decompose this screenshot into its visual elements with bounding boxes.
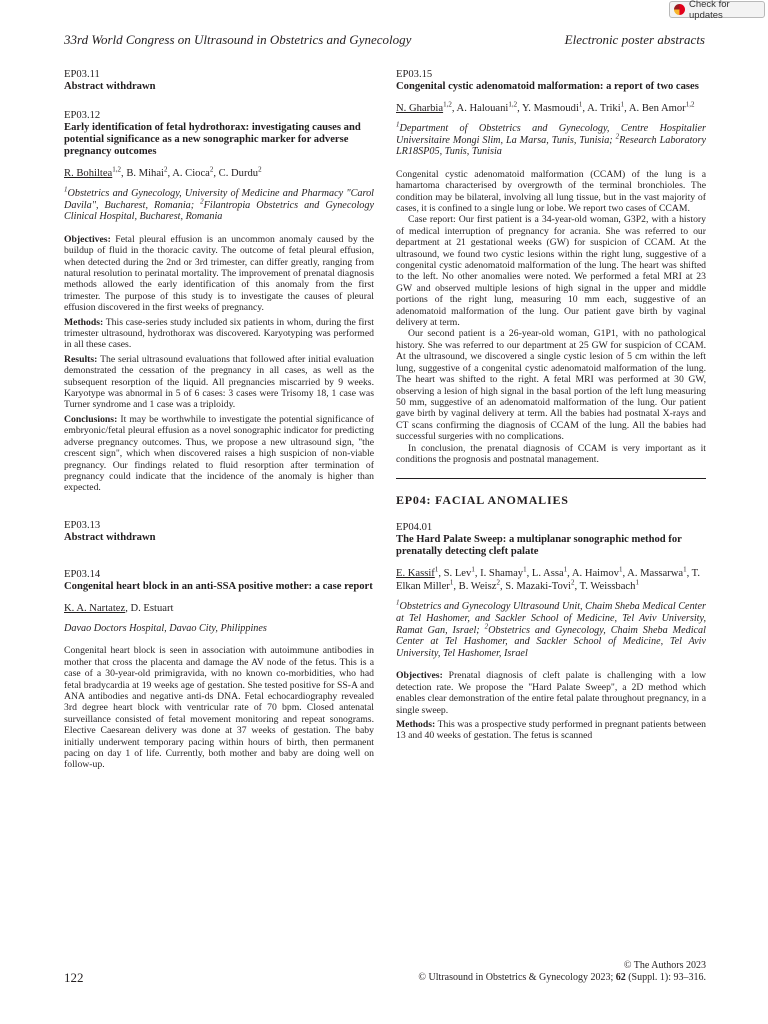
abstract-ep0311 [64, 68, 374, 93]
abstract-code: EP03.15 [396, 69, 433, 80]
affiliations: $^1$Department of Obstetrics and Gynecology, Centre Hospitalier Universitaire Mongi Slim, La Marsa, Tunis, Tunisia; $^2$Research Laboratory LR18SP05, Tunis, Tunisia [396, 120, 706, 158]
abstract-body [64, 645, 374, 770]
author: , D. Estuart [125, 602, 174, 614]
author: , Y. Masmoudi [517, 103, 579, 114]
running-header [64, 32, 705, 48]
author: , A. Triki [582, 103, 621, 114]
section-heading: EP04: FACIAL ANOMALIES [396, 493, 569, 508]
abstract-ep0401 [396, 521, 706, 741]
abstract-title: Abstract withdrawn [64, 531, 156, 543]
section-divider [396, 478, 706, 479]
author: , A. Cioca [167, 168, 210, 179]
authors-copyright: © The Authors 2023 [623, 960, 706, 971]
abstract-body [396, 670, 706, 741]
left-column [64, 68, 374, 784]
abstract-code: EP03.12 [64, 110, 101, 121]
copyright-footer [418, 960, 706, 984]
author-list [64, 602, 374, 615]
abstract-code: EP03.13 [64, 519, 101, 531]
conclusion-paragraph: In conclusion, the prenatal diagnosis of CCAM is very important as it conditions the prognosis and postnatal management. [396, 442, 706, 465]
presenting-author: R. Bohiltea [64, 168, 113, 179]
abstract-title: Congenital heart block in an anti-SSA positive mother: a case report [64, 580, 373, 592]
abstract-body [64, 234, 374, 494]
abstract-title: The Hard Palate Sweep: a multiplanar sonographic method for prenatally detecting cleft palate [396, 534, 682, 558]
crossmark-icon [674, 4, 685, 15]
author: , A. Halouani [451, 103, 509, 114]
section-label: Electronic poster abstracts [564, 32, 705, 47]
author-list: R. Bohiltea$^{1,2}$, B. Mihai$^2$, A. Cioca$^2$, C. Durdu$^2$ [64, 165, 262, 179]
abstract-ep0314 [64, 568, 374, 771]
author-list: E. Kassif$^1$, S. Lev$^1$, I. Shamay$^1$, L. Assa$^1$, A. Haimov$^1$, A. Massarwa$^1$, T. Elkan Miller$^1$, B. Weisz$^2$, S. Mazaki-Tovi$^2$, T. Weissbach$^1$ [396, 565, 701, 593]
abstract-code: EP03.11 [64, 69, 100, 80]
presenting-author: E. Kassif [396, 568, 435, 580]
abstract-title: Congenital cystic adenomatoid malformation: a report of two cases [396, 81, 699, 92]
intro-paragraph: Congenital cystic adenomatoid malformation (CCAM) of the lung is a hamartoma characterised by overgrowth of the terminal bronchioles. The condition may be bilateral, involving all lung tissue, but in the vast majority of cases, it is confined to a single lung or lobe. We report two cases of CCAM. [396, 168, 706, 214]
affiliations: $^1$Obstetrics and Gynecology Ultrasound Unit, Chaim Sheba Medical Center at Tel Hashomer, and Sackler School of Medicine, Tel Aviv University, Ramat Gan, Israel; $^2$Obstetrics and Gynecology, Chaim Sheba Medical Center at Tel Hashomer, and Sackler School of Medicine, Tel Aviv University, Tel Hashomer, Israel [396, 598, 706, 659]
case-one-paragraph: Case report: Our first patient is a 34-year-old woman, G3P2, with a history of medical interruption of pregnancy for acrania. She was referred to our department at 21 gestational weeks (GW) for suspicion of CCAM. At the ultrasound, we found two cystic lesions within the right lung, suggestive of a congenital cystic adenomatoid malformation of the lung. The heart was shifted to the left. No other anomalies were noted. We performed a fetal MRI at 23 GW and observed multiple lesions of high signal in the upper and middle portions of the right lung, measuring 10 mm each, suggestive of an adenomatoid malformation of the lung. Our patient gave birth by vaginal delivery at term. [396, 214, 706, 329]
page-number: 122 [64, 970, 84, 985]
methods-paragraph: Methods: This was a prospective study performed in pregnant patients between 13 and 40 weeks of gestation. The fetus is scanned [396, 718, 706, 742]
author-list: N. Gharbia$^{1,2}$, A. Halouani$^{1,2}$, Y. Masmoudi$^1$, A. Triki$^1$, A. Ben Amor$^{1,2}$ [396, 100, 695, 114]
abstract-title: Abstract withdrawn [64, 81, 156, 92]
abstract-ep0313 [64, 519, 374, 544]
affiliations: Davao Doctors Hospital, Davao City, Philippines [64, 622, 267, 634]
presenting-author: N. Gharbia [396, 103, 444, 114]
author: , B. Mihai [121, 168, 164, 179]
right-column [396, 68, 706, 755]
journal-citation: © Ultrasound in Obstetrics & Gynecology 2023; 62 (Suppl. 1): 93–316. [418, 972, 706, 983]
presenting-author: K. A. Nartatez [64, 602, 126, 614]
methods-paragraph: Methods: This case-series study included six patients in whom, during the first trimester ultrasound, hydrothorax was discovered. Karyotyping was performed in all these cases. [64, 316, 374, 351]
check-for-updates-button[interactable] [669, 0, 765, 21]
objectives-paragraph: Objectives: Prenatal diagnosis of cleft palate is challenging with a low detection rate. We propose the "Hard Palate Sweep", a 2D method which enables clear demonstration of the entire fetal palate throughout pregnancy, in a single sweep. [396, 670, 706, 716]
body-paragraph: Congenital heart block is seen in association with autoimmune antibodies in mother that cross the placenta and damage the AV node of the fetus. This is a case of a 30-year-old primigravida, with no known co-morbidities, who had fetal bradycardia at 19 weeks age of gestation. She tested positive for SS-A and ANA antibodies and negative anti-ds DNA. Fetal echocardiography revealed 3rd degree heart block with ventricular rate of 70 bpm. Closed antenatal surveillance consisted of fetal movement monitoring and repeat sonograms. Elective Caesarean delivery was done at 37 weeks of gestation. The baby initially underwent temporary pacing within hours of birth, then permanent pacing on day 1 of life. Currently, both mother and baby are doing well on follow-up. [64, 645, 374, 771]
objectives-paragraph: Objectives: Fetal pleural effusion is an uncommon anomaly caused by the buildup of fluid in the thoracic cavity. The outcome of fetal pleural effusion, when detected during the 2nd or 3rd trimester, can differ greatly, ranging from natural resolution to perinatal mortality. The improvement of prenatal diagnosis methods allowed the early identification of this anomaly from the first trimester. The purpose of this study is to investigate the causes of pleural effusion discovered in the first weeks of pregnancy. [64, 233, 374, 314]
affiliations: $^1$Obstetrics and Gynecology, University of Medicine and Pharmacy "Carol Davila", Bucharest, Romania; $^2$Filantropia Obstetrics and Gynecology Clinical Hospital, Bucharest, Romania [64, 185, 374, 223]
results-paragraph: Results: The serial ultrasound evaluations that followed after initial evaluation demonstrated the cessation of the pregnancy in all cases, as well as the subsequent resorption of the liquid. All pregnancies miscarried by 9 weeks. Karyotype was abnormal in 5 of 6 cases: 3 cases were Trisomy 18, 1 case was Turner syndrome and 1 case was a triploidy. [64, 353, 374, 411]
author: , C. Durdu [213, 168, 259, 179]
abstract-title: Early identification of fetal hydrothorax: investigating causes and potential significance as a new sonographic marker for adverse pregnancy outcomes [64, 122, 361, 157]
author: , A. Ben Amor [624, 103, 686, 114]
case-two-paragraph: Our second patient is a 26-year-old woman, G1P1, with no pathological history. She was referred to our department at 25 GW for suspicion of CCAM. At the ultrasound, we discovered a single cystic lesion of 5 cm within the left lung, suggestive of a congenital cystic adenomatoid malformation of the lung. The heart was shifted to the right. A fetal MRI was performed at 30 GW, observing a lesion of high signal in the basal portion of the left lung measuring 50 mm, suggestive of an adenomatoid malformation of the lung. Our patient gave birth by vaginal delivery at term. All the babies had postnatal X-rays and CT scans confirming the diagnosis of CCAM of the lung. All the babies had successful surgeries with no complications. [396, 328, 706, 443]
check-for-updates-label: Check for updates [689, 0, 730, 21]
journal-congress-title: 33rd World Congress on Ultrasound in Obstetrics and Gynecology [64, 32, 412, 47]
conclusions-paragraph: Conclusions: It may be worthwhile to investigate the potential significance of embryonic/fetal pleural effusion as a novel sonographic indicator for predicting adverse pregnancy outcomes. Thus, we propose a new ultrasound sign, "the crescent sign", which when discovered raises a high suspicion of non-viable pregnancy. Our findings related to fluid resorption after termination of pregnancy could indicate that the incidence of the anomaly is higher than expected. [64, 413, 374, 494]
abstract-code: EP03.14 [64, 568, 101, 580]
abstract-ep0312 [64, 109, 374, 494]
abstract-ep0315 [396, 68, 706, 465]
abstract-code: EP04.01 [396, 522, 433, 534]
abstract-body [396, 169, 706, 466]
